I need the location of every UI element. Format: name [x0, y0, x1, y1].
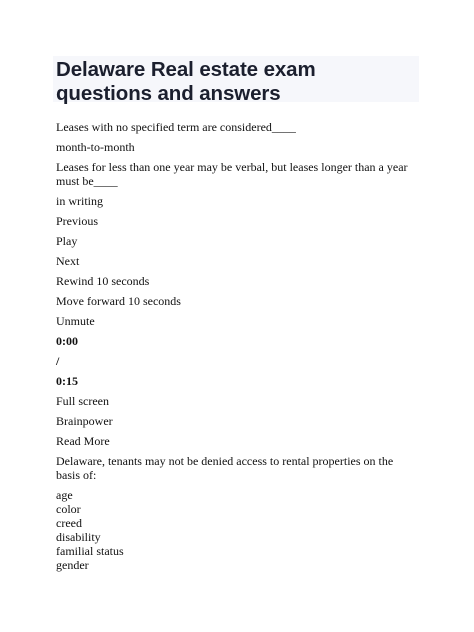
protected-classes-list	[56, 488, 416, 572]
list-item: creed	[56, 516, 82, 530]
question-no-term-lease: Leases with no specified term are considered____	[56, 120, 296, 134]
read-more-label: Read More	[56, 434, 110, 448]
video-rewind-label: Rewind 10 seconds	[56, 274, 150, 288]
video-previous-label: Previous	[56, 214, 98, 228]
list-item: age	[56, 488, 73, 502]
video-play-label: Play	[56, 234, 78, 248]
title-box	[53, 56, 419, 105]
video-current-time: 0:00	[56, 334, 78, 348]
video-duration: 0:15	[56, 374, 78, 388]
page-title: Delaware Real estate exam questions and answers	[56, 58, 316, 105]
list-item: color	[56, 502, 81, 516]
list-item: disability	[56, 530, 101, 544]
answer-in-writing: in writing	[56, 194, 103, 208]
answer-month-to-month: month-to-month	[56, 140, 135, 154]
video-unmute-label: Unmute	[56, 314, 95, 328]
video-forward-label: Move forward 10 seconds	[56, 294, 181, 308]
list-item: gender	[56, 558, 89, 572]
question-lease-longer-than-year: Leases for less than one year may be verbal, but leases longer than a year must be____	[56, 160, 408, 188]
video-time-separator: /	[56, 354, 60, 368]
video-next-label: Next	[56, 254, 80, 268]
brainpower-label: Brainpower	[56, 414, 113, 428]
list-item: familial status	[56, 544, 124, 558]
document-body	[56, 120, 416, 572]
question-protected-classes: Delaware, tenants may not be denied access to rental properties on the basis of:	[56, 454, 394, 482]
video-fullscreen-label: Full screen	[56, 394, 109, 408]
